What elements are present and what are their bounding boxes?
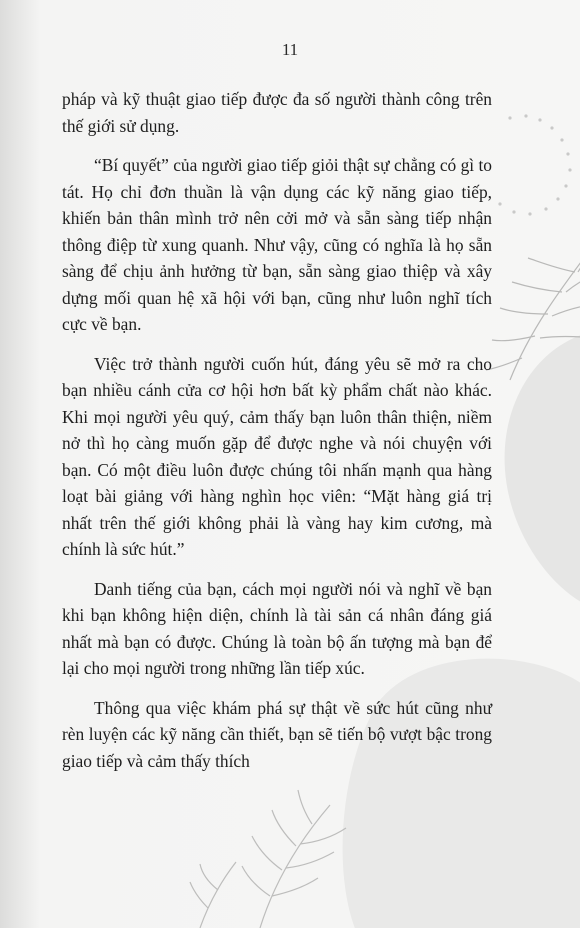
body-text	[62, 86, 492, 774]
paragraph-1: pháp và kỹ thuật giao tiếp được đa số người thành công trên thế giới sử dụng.	[62, 89, 492, 136]
dotted-circle-ornament	[498, 114, 571, 215]
paragraph-4: Danh tiếng của bạn, cách mọi người nói và nghĩ về bạn khi bạn không hiện diện, chính là tài sản cá nhân đáng giá nhất mà bạn có được. Chúng là toàn bộ ấn tượng mà bạn để lại cho mọi người trong những lần tiếp xúc.	[62, 578, 492, 678]
paragraph-5: Thông qua việc khám phá sự thật về sức hút cũng như rèn luyện các kỹ năng cần thiết, bạn sẽ tiến bộ vượt bậc trong giao tiếp và cảm thấy thích	[62, 697, 492, 771]
leaf-ornament-bottom	[190, 790, 346, 928]
background-blob-right	[505, 330, 580, 610]
page-number: 11	[281, 40, 299, 59]
paragraph-3: Việc trở thành người cuốn hút, đáng yêu sẽ mở ra cho bạn nhiều cánh cửa cơ hội hơn bất kỳ phẩm chất nào khác. Khi mọi người yêu quý, cảm thấy bạn luôn thân thiện, niềm nở thì họ càng muốn gặp để được nghe và nói chuyện với bạn. Có một điều luôn được chúng tôi nhấn mạnh qua hàng loạt bài giảng với hàng nghìn học viên: “Mặt hàng giá trị nhất trên thế giới không phải là vàng hay kim cương, mà chính là sức hút.”	[62, 353, 492, 559]
paragraph-2: “Bí quyết” của người giao tiếp giỏi thật sự chẳng có gì to tát. Họ chỉ đơn thuần là vận dụng các kỹ năng giao tiếp, khiến bản thân mình trở nên cởi mở và sẵn sàng tiếp nhận thông điệp từ xung quanh. Như vậy, cũng có nghĩa là họ sẵn sàng để chịu ảnh hưởng từ bạn, sẵn sàng giao thiệp và xây dựng mối quan hệ xã hội với bạn, cũng như luôn nghĩ tích cực về bạn.	[62, 155, 492, 334]
